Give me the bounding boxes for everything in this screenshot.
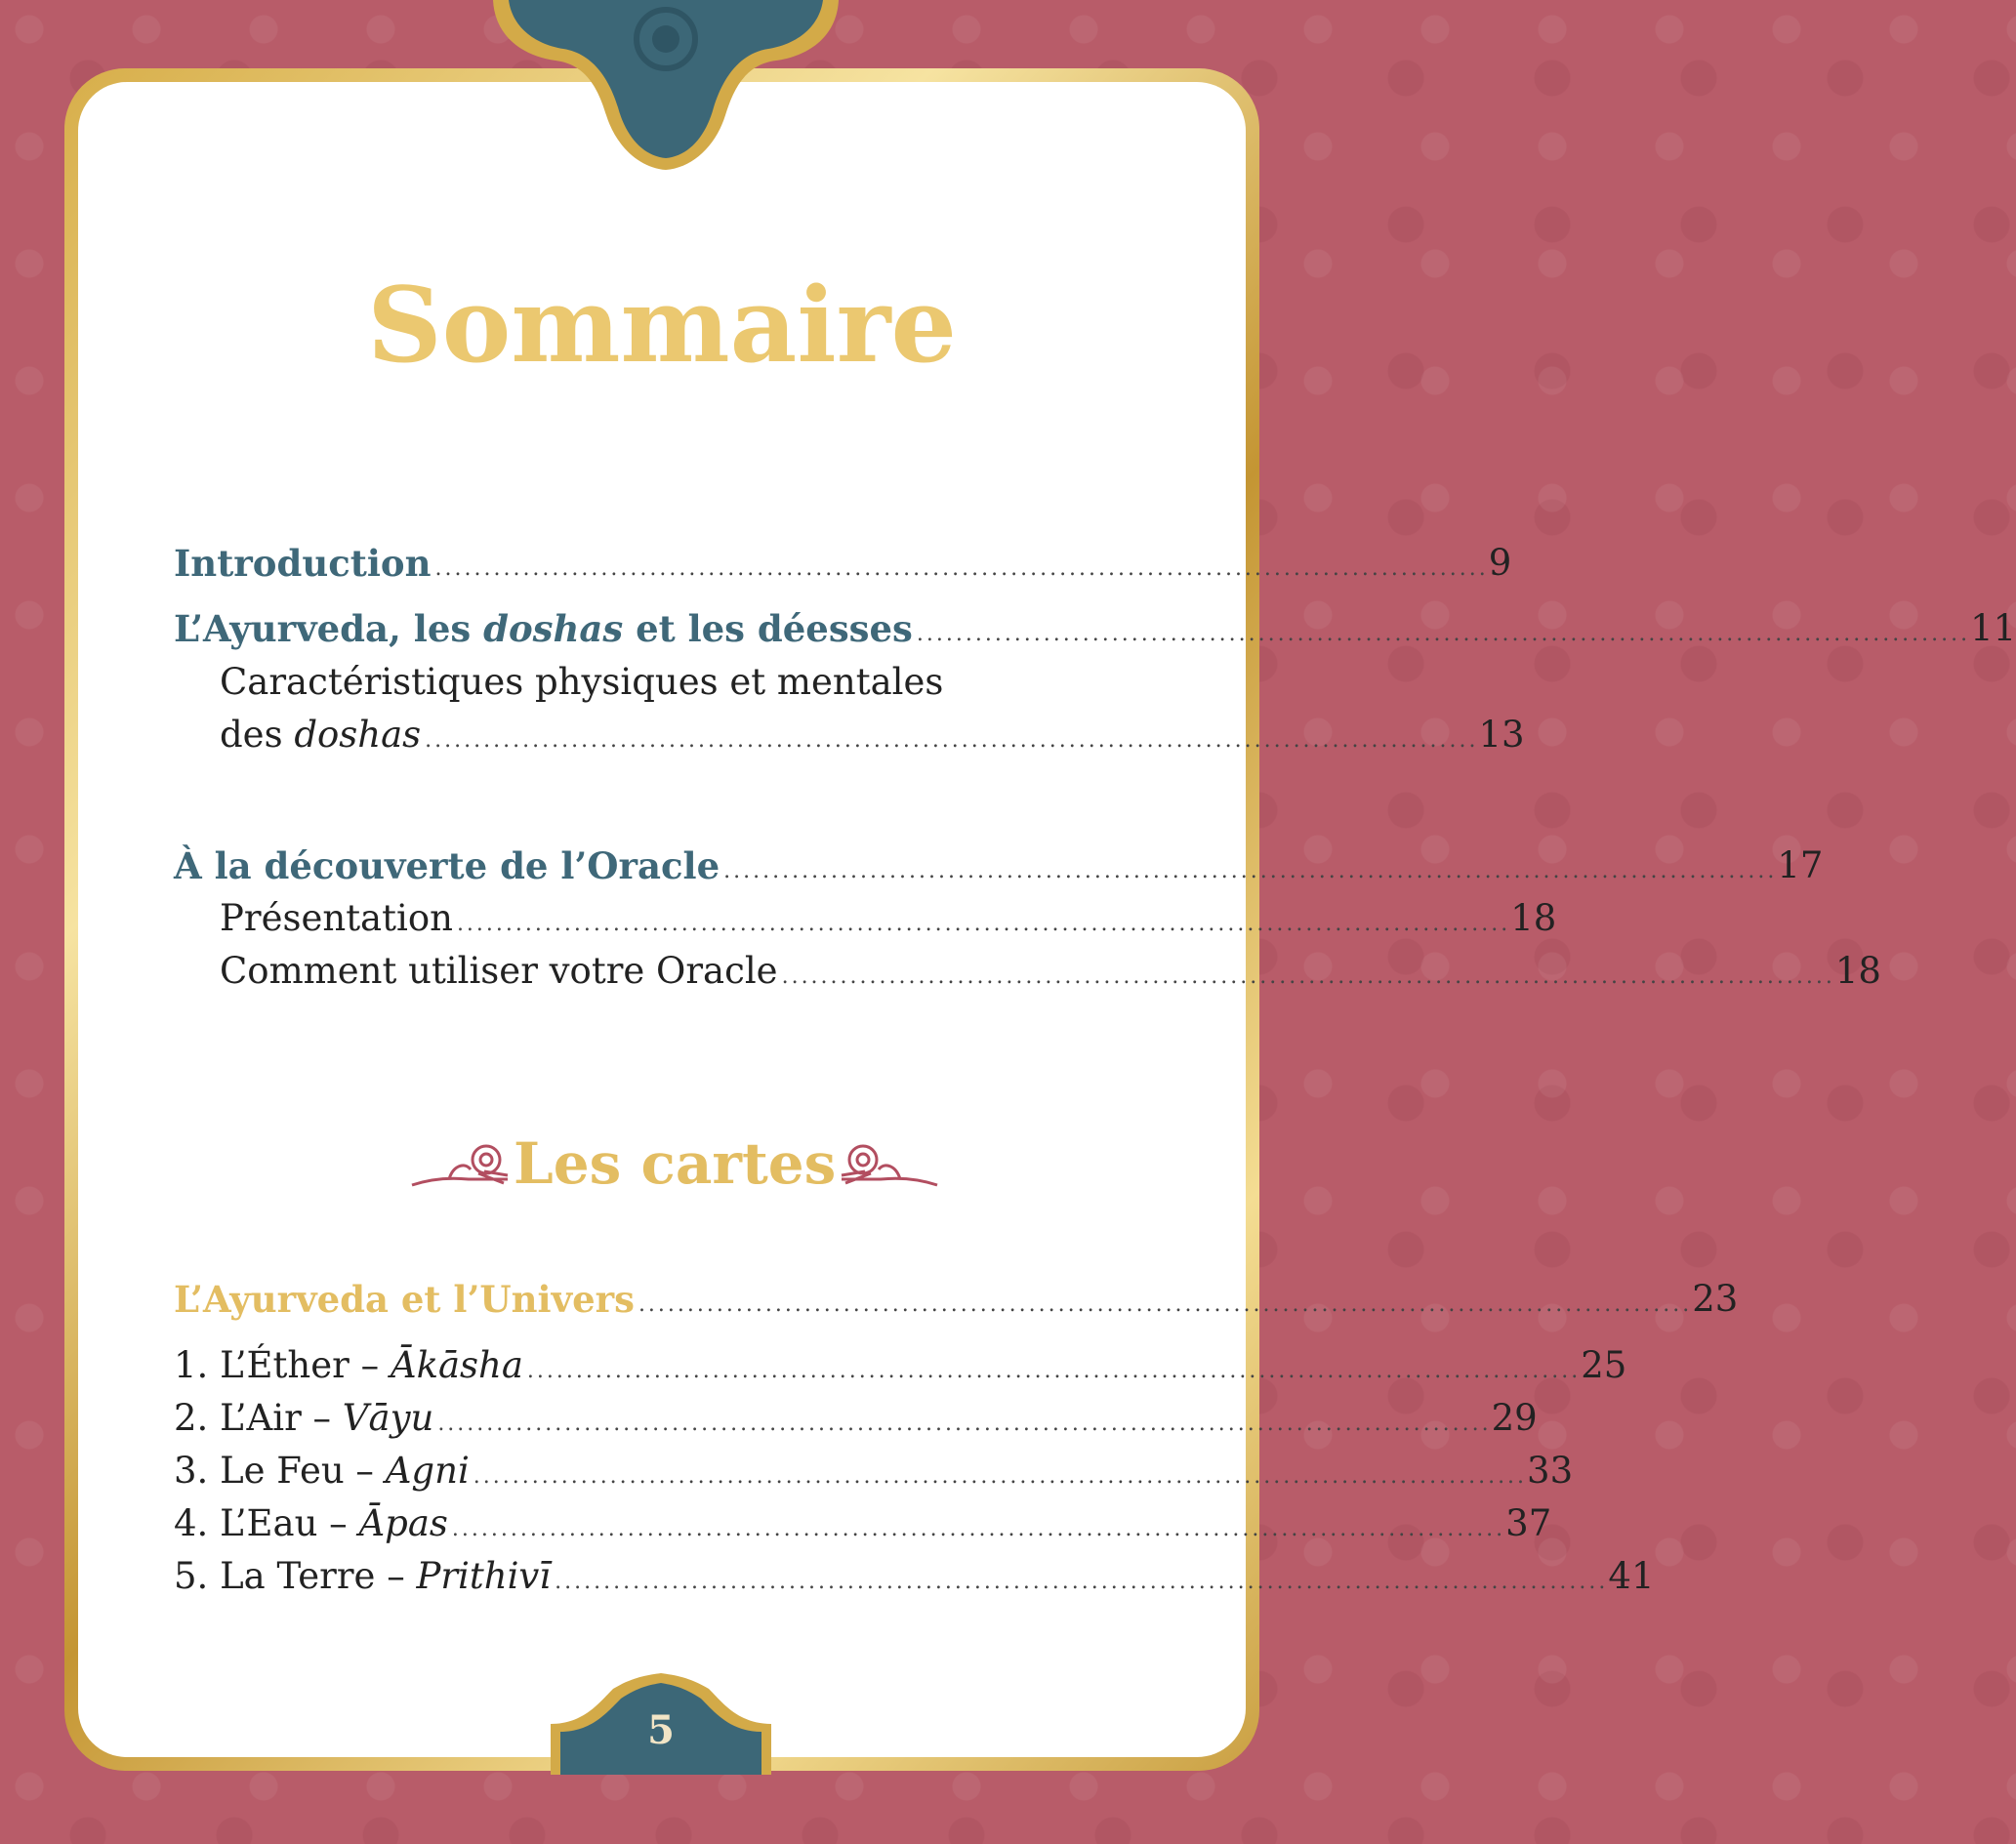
toc-entry-label: Comment utiliser votre Oracle <box>220 950 778 992</box>
toc-entry-ayurveda[interactable] <box>174 604 2016 653</box>
dot-leader: ............................................................................................................ <box>526 1359 1582 1383</box>
toc-entry-label: 4. L’Eau – Āpas <box>174 1502 448 1544</box>
toc-page-number: 29 <box>1491 1397 1538 1439</box>
toc-page-number: 18 <box>1510 897 1557 939</box>
page-title: Sommaire <box>367 264 957 386</box>
toc-page-number: 23 <box>1692 1278 1739 1320</box>
toc-entry-label: Présentation <box>220 897 453 939</box>
dot-leader: ............................................................................................................ <box>638 1292 1693 1317</box>
toc-page-number: 11 <box>1970 607 2016 649</box>
toc-entry-card-2[interactable] <box>174 1394 1538 1443</box>
toc-page-number: 9 <box>1488 542 1512 584</box>
toc-entry-oracle[interactable] <box>174 841 1824 890</box>
dot-leader: ............................................................................................................ <box>473 1464 1528 1489</box>
toc-entry-label: 5. La Terre – Prithivī <box>174 1555 552 1597</box>
dot-leader: ............................................................................................................ <box>723 859 1778 883</box>
toc-entry-des-doshas[interactable] <box>220 711 1525 759</box>
dot-leader: ............................................................................................................ <box>456 912 1511 936</box>
toc-page-number: 37 <box>1505 1502 1552 1544</box>
dot-leader: ............................................................................................................ <box>555 1570 1609 1594</box>
toc-page-number: 25 <box>1581 1344 1627 1386</box>
toc-page-number: 13 <box>1478 714 1525 756</box>
dot-leader: ............................................................................................................ <box>437 1412 1492 1436</box>
toc-entry-presentation[interactable] <box>220 894 1557 943</box>
toc-entry-label: 2. L’Air – Vāyu <box>174 1397 434 1439</box>
page-number: 5 <box>647 1707 675 1753</box>
toc-page-number: 41 <box>1608 1555 1655 1597</box>
toc-entry-label: L’Ayurveda et l’Univers <box>174 1278 635 1321</box>
toc-page-number: 17 <box>1777 844 1824 886</box>
dot-leader: ............................................................................................................ <box>916 622 1971 646</box>
toc-entry-comment-utiliser[interactable] <box>220 947 1881 996</box>
toc-entry-introduction[interactable] <box>174 539 1512 588</box>
toc-entry-caracteristiques[interactable] <box>220 658 1154 707</box>
toc-entry-label: 1. L’Éther – Ākāsha <box>174 1344 523 1386</box>
toc-entry-label: Introduction <box>174 542 432 585</box>
toc-entry-label: Caractéristiques physiques et mentales <box>220 661 944 703</box>
toc-page-number: 18 <box>1834 950 1881 992</box>
dot-leader: ............................................................................................................ <box>451 1517 1506 1541</box>
toc-entry-card-1[interactable] <box>174 1341 1627 1390</box>
cartes-title: Les cartes <box>514 1130 837 1197</box>
dot-leader: ............................................................................................................ <box>434 556 1489 581</box>
dot-leader: ............................................................................................................ <box>781 964 1835 989</box>
toc-entry-card-4[interactable] <box>174 1499 1552 1548</box>
toc-entry-label: L’Ayurveda, les doshas et les déesses <box>174 607 913 650</box>
toc-entry-label: À la découverte de l’Oracle <box>174 844 720 887</box>
toc-entry-card-3[interactable] <box>174 1447 1574 1496</box>
top-ornament-icon <box>483 0 848 176</box>
toc-entry-label: 3. Le Feu – Agni <box>174 1450 470 1492</box>
toc-entry-card-5[interactable] <box>174 1552 1655 1601</box>
toc-page-number: 33 <box>1527 1450 1574 1492</box>
dot-leader: ............................................................................................................ <box>425 728 1479 753</box>
toc-entry-label: des doshas <box>220 714 422 756</box>
toc-entry-ayurveda-univers[interactable] <box>174 1275 1739 1324</box>
